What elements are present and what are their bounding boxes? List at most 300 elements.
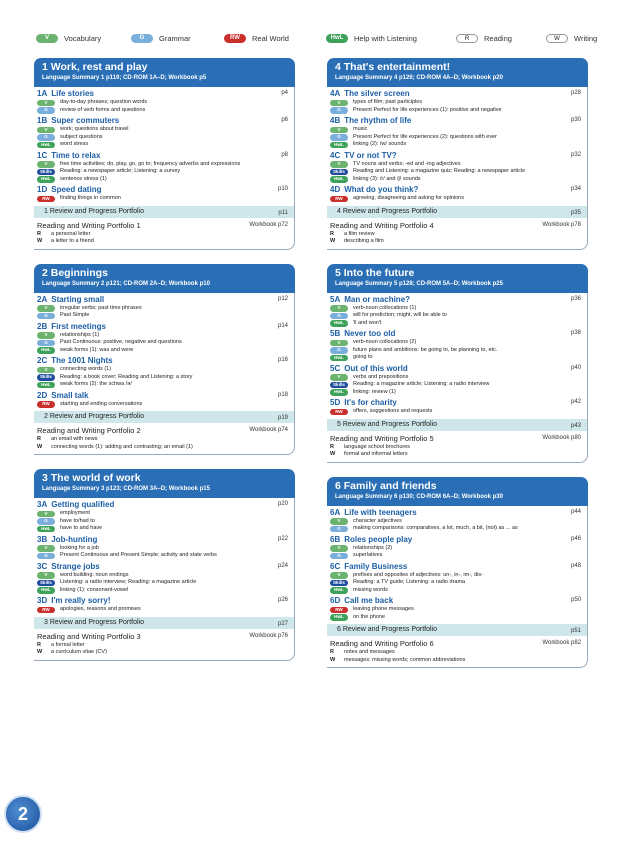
portfolio-title: Reading and Writing Portfolio 3 bbox=[37, 631, 141, 641]
grammar-badge: G bbox=[37, 553, 55, 560]
skills-badge: Skills bbox=[330, 169, 348, 176]
grammar-badge: G bbox=[330, 134, 348, 141]
lesson-line bbox=[330, 347, 583, 355]
lesson-line bbox=[330, 552, 583, 560]
lesson bbox=[327, 364, 587, 399]
lesson-page: p36 bbox=[570, 295, 581, 302]
lesson-title bbox=[37, 151, 290, 161]
lesson-page: p38 bbox=[570, 330, 581, 336]
portfolio bbox=[34, 219, 294, 246]
vocabulary-badge: V bbox=[37, 332, 55, 339]
grammar-badge: G bbox=[37, 134, 55, 141]
lesson-page: p42 bbox=[570, 399, 581, 405]
lesson-title bbox=[37, 562, 290, 572]
unit-header bbox=[327, 58, 588, 87]
help-with-listening-badge: HwL bbox=[37, 142, 55, 149]
grammar-badge: G bbox=[330, 107, 348, 114]
lesson-line bbox=[330, 606, 583, 614]
lesson-line bbox=[37, 339, 290, 347]
portfolio-letter: R bbox=[330, 649, 334, 655]
lesson-title bbox=[37, 295, 290, 305]
lesson-line bbox=[330, 525, 583, 533]
lesson-title bbox=[37, 391, 290, 401]
portfolio bbox=[327, 219, 587, 246]
lesson-line-text: Present Perfect for life experiences (1): positive and negative bbox=[353, 106, 502, 113]
lesson-code: 2B bbox=[37, 321, 48, 331]
lesson-code: 6B bbox=[330, 534, 341, 544]
vocabulary-badge: V bbox=[37, 305, 55, 312]
help-with-listening-badge: HwL bbox=[37, 382, 55, 389]
review-title: 1 Review and Progress Portfolio bbox=[44, 207, 144, 215]
lesson-line bbox=[37, 518, 290, 526]
portfolio-text: describing a film bbox=[344, 238, 384, 244]
grammar-badge: G bbox=[330, 526, 348, 533]
lesson-page: p28 bbox=[570, 90, 581, 96]
review-page: p11 bbox=[278, 209, 288, 216]
lesson-code: 6D bbox=[330, 596, 341, 605]
portfolio-page: Workbook p72 bbox=[249, 221, 288, 228]
unit-header bbox=[34, 469, 295, 498]
lesson-code: 5B bbox=[330, 329, 341, 338]
lesson-name: Starting small bbox=[51, 294, 105, 304]
lesson-line bbox=[37, 552, 290, 560]
portfolio-title: Reading and Writing Portfolio 4 bbox=[330, 220, 434, 230]
lesson-code: 5D bbox=[330, 398, 341, 407]
lesson-name: The 1001 Nights bbox=[51, 356, 113, 365]
vocabulary-badge: V bbox=[330, 340, 348, 347]
lesson-line bbox=[37, 374, 290, 382]
unit-title: 6 Family and friends bbox=[335, 479, 437, 492]
lesson-page: p24 bbox=[277, 562, 288, 569]
lesson-name: Time to relax bbox=[51, 150, 101, 160]
portfolio-page: Workbook p74 bbox=[249, 427, 288, 433]
review-page: p51 bbox=[570, 628, 581, 634]
lesson-line-text: agreeing, disagreeing and asking for opinions bbox=[353, 195, 464, 201]
lesson-line-text: looking for a job bbox=[60, 544, 99, 551]
vocabulary-badge: V bbox=[330, 545, 348, 552]
help-with-listening-badge: HwL bbox=[330, 176, 348, 183]
vocabulary-badge: V bbox=[37, 127, 55, 134]
lesson-code: 6A bbox=[330, 507, 341, 517]
lesson-title bbox=[330, 151, 583, 161]
lesson-line bbox=[330, 389, 583, 397]
portfolio-line bbox=[330, 657, 583, 665]
portfolio-letter: R bbox=[330, 443, 334, 450]
unit-subtitle: Language Summary 3 p123; CD-ROM 3A–D; Workbook p15 bbox=[42, 486, 210, 492]
lesson-line bbox=[330, 354, 583, 362]
lesson-name: TV or not TV? bbox=[344, 150, 397, 160]
legend-badge: RW bbox=[224, 34, 246, 43]
unit-box bbox=[327, 477, 588, 669]
lesson-line-text: linking (3): /r/ and /j/ sounds bbox=[353, 175, 421, 182]
lesson bbox=[34, 391, 294, 411]
lesson bbox=[327, 329, 587, 364]
review-title: 5 Review and Progress Portfolio bbox=[337, 420, 437, 428]
lesson-page: p8 bbox=[281, 151, 288, 158]
page-number: 2 bbox=[4, 795, 42, 833]
vocabulary-badge: V bbox=[330, 305, 348, 312]
lesson-line bbox=[37, 107, 290, 115]
portfolio-title: Reading and Writing Portfolio 1 bbox=[37, 220, 141, 230]
lesson-page: p26 bbox=[277, 597, 288, 603]
review-bar bbox=[34, 617, 294, 629]
lesson-title bbox=[330, 508, 583, 518]
review-title: 3 Review and Progress Portfolio bbox=[44, 618, 144, 626]
lesson-line bbox=[37, 126, 290, 134]
unit-title: 1 Work, rest and play bbox=[42, 61, 148, 73]
lesson bbox=[327, 508, 587, 535]
lesson-line bbox=[37, 99, 290, 107]
vocabulary-badge: V bbox=[37, 161, 55, 168]
lesson bbox=[34, 356, 294, 391]
portfolio-text: a letter to a friend bbox=[51, 238, 94, 244]
lesson-title bbox=[330, 596, 583, 606]
lesson-code: 4B bbox=[330, 116, 341, 125]
portfolio-letter: W bbox=[330, 451, 336, 457]
lesson-name: Out of this world bbox=[344, 363, 408, 373]
lesson-line bbox=[37, 168, 290, 176]
legend-badge: HwL bbox=[326, 34, 348, 43]
unit-body bbox=[34, 87, 295, 250]
lesson-line-text: leaving phone messages bbox=[353, 606, 414, 612]
lesson-line-text: weak forms (2): the schwa /ə/ bbox=[60, 381, 132, 387]
lesson-line-text: verbs and prepositions bbox=[353, 373, 409, 380]
lesson bbox=[34, 89, 294, 116]
lesson-code: 5A bbox=[330, 294, 341, 304]
lesson-line-text: Reading: a newspaper article; Listening: a survey bbox=[60, 168, 181, 174]
unit-body bbox=[327, 293, 588, 463]
lesson-title bbox=[37, 596, 290, 606]
help-with-listening-badge: HwL bbox=[37, 347, 55, 354]
grammar-badge: G bbox=[37, 518, 55, 525]
grammar-badge: G bbox=[330, 553, 348, 560]
unit-title: 4 That's entertainment! bbox=[335, 61, 451, 73]
column-right bbox=[327, 58, 588, 682]
skills-badge: Skills bbox=[37, 169, 55, 176]
portfolio-line bbox=[37, 238, 290, 246]
lesson-page: p16 bbox=[277, 357, 288, 363]
lesson-line bbox=[37, 572, 290, 580]
real-world-badge: RW bbox=[37, 196, 55, 203]
legend-label: Real World bbox=[252, 34, 289, 43]
grammar-badge: G bbox=[37, 313, 55, 320]
lesson-line bbox=[330, 176, 583, 184]
lesson bbox=[327, 151, 587, 186]
lesson-title bbox=[330, 116, 583, 126]
portfolio bbox=[327, 637, 587, 664]
unit-title: 2 Beginnings bbox=[42, 266, 108, 279]
portfolio-page: Workbook p78 bbox=[542, 221, 581, 228]
help-with-listening-badge: HwL bbox=[37, 526, 55, 533]
portfolio-text: messages: missing words; common abbreviations bbox=[344, 656, 466, 663]
lesson-line bbox=[330, 572, 583, 580]
lesson-page: p20 bbox=[277, 501, 288, 507]
lesson-code: 5C bbox=[330, 363, 341, 373]
lesson-line bbox=[37, 141, 290, 149]
portfolio-line bbox=[37, 642, 290, 650]
lesson-title bbox=[330, 295, 583, 305]
lesson-line-text: character adjectives bbox=[353, 517, 402, 524]
lesson-line bbox=[330, 545, 583, 553]
vocabulary-badge: V bbox=[37, 100, 55, 107]
review-page: p43 bbox=[570, 422, 581, 429]
portfolio-letter: R bbox=[330, 230, 334, 237]
lesson-name: Job-hunting bbox=[51, 534, 98, 544]
lesson-line-text: music bbox=[353, 126, 368, 132]
review-bar bbox=[327, 419, 587, 431]
portfolio-letter: W bbox=[37, 649, 43, 655]
help-with-listening-badge: HwL bbox=[330, 614, 348, 621]
portfolio-text: a personal letter bbox=[51, 230, 91, 237]
lesson-line bbox=[37, 401, 290, 409]
lesson-line bbox=[37, 332, 290, 340]
grammar-badge: G bbox=[37, 340, 55, 347]
review-title: 4 Review and Progress Portfolio bbox=[337, 207, 437, 215]
lesson bbox=[34, 185, 294, 205]
lesson-line-text: relationships (1) bbox=[60, 331, 100, 338]
unit-box bbox=[327, 58, 588, 250]
lesson-code: 3A bbox=[37, 500, 48, 509]
lesson-line-text: Past Continuous: positive, negative and questions bbox=[60, 339, 182, 345]
real-world-badge: RW bbox=[330, 409, 348, 416]
lesson-line-text: superlatives bbox=[353, 552, 383, 558]
lesson-line bbox=[330, 305, 583, 313]
vocabulary-badge: V bbox=[37, 545, 55, 552]
legend-item bbox=[546, 34, 597, 43]
lesson-name: I'm really sorry! bbox=[51, 596, 111, 605]
lesson-line-text: day-to-day phrases; question words bbox=[60, 99, 148, 105]
lesson-name: Strange jobs bbox=[51, 561, 100, 571]
portfolio-letter: R bbox=[37, 641, 41, 648]
lesson-code: 4A bbox=[330, 89, 341, 98]
unit-header bbox=[327, 477, 588, 506]
lesson bbox=[327, 185, 587, 205]
lesson-code: 4C bbox=[330, 150, 341, 160]
lesson-line-text: missing words bbox=[353, 586, 388, 593]
vocabulary-badge: V bbox=[330, 100, 348, 107]
lesson bbox=[327, 295, 587, 330]
lesson-code: 1B bbox=[37, 116, 48, 125]
lesson-line bbox=[37, 134, 290, 142]
portfolio-line bbox=[330, 231, 583, 239]
lesson-line bbox=[37, 587, 290, 595]
lesson-line bbox=[37, 312, 290, 320]
lesson-line-text: on the phone bbox=[353, 613, 386, 620]
lesson-line-text: verb-noun collocations (2) bbox=[353, 339, 417, 345]
portfolio-line bbox=[330, 238, 583, 246]
portfolio-text: connecting words (1): adding and contrasting; an email (1) bbox=[51, 443, 193, 450]
legend-label: Grammar bbox=[159, 34, 191, 43]
help-with-listening-badge: HwL bbox=[330, 142, 348, 149]
lesson-line-text: finding things in common bbox=[60, 195, 121, 201]
lesson-name: Roles people play bbox=[344, 534, 413, 544]
lesson-page: p44 bbox=[570, 508, 581, 515]
help-with-listening-badge: HwL bbox=[330, 587, 348, 594]
lesson-line bbox=[330, 374, 583, 382]
unit-box bbox=[34, 264, 295, 456]
lesson-line bbox=[37, 176, 290, 184]
vocabulary-badge: V bbox=[37, 572, 55, 579]
lesson-line-text: word building: noun endings bbox=[60, 571, 129, 578]
portfolio-page: Workbook p82 bbox=[542, 640, 581, 646]
portfolio-line bbox=[37, 444, 290, 452]
lesson-code: 2D bbox=[37, 390, 48, 400]
lesson-line bbox=[330, 381, 583, 389]
lesson-line-text: Past Simple bbox=[60, 312, 90, 318]
lesson-line bbox=[37, 606, 290, 614]
lesson-line bbox=[37, 525, 290, 533]
lesson-page: p50 bbox=[570, 597, 581, 603]
skills-badge: Skills bbox=[37, 374, 55, 381]
lesson-line-text: will for prediction; might, will be able to bbox=[353, 312, 447, 318]
lesson bbox=[34, 151, 294, 186]
lesson-name: Man or machine? bbox=[344, 294, 411, 304]
lesson-line bbox=[37, 305, 290, 313]
lesson-line-text: review of verb forms and questions bbox=[60, 106, 146, 113]
lesson-title bbox=[37, 535, 290, 545]
real-world-badge: RW bbox=[37, 401, 55, 408]
portfolio-letter: R bbox=[37, 436, 41, 442]
legend-item bbox=[224, 34, 289, 43]
lesson-code: 2C bbox=[37, 356, 48, 365]
lesson-name: The rhythm of life bbox=[344, 116, 412, 125]
legend-item bbox=[131, 34, 191, 43]
vocabulary-badge: V bbox=[330, 572, 348, 579]
vocabulary-badge: V bbox=[330, 374, 348, 381]
unit-box bbox=[327, 264, 588, 463]
lesson-line bbox=[37, 347, 290, 355]
portfolio bbox=[327, 432, 587, 459]
lesson-line-text: Present Perfect for life experiences (2): questions with ever bbox=[353, 133, 497, 140]
lesson-line bbox=[330, 168, 583, 176]
lesson-line bbox=[37, 195, 290, 203]
lesson-title bbox=[330, 562, 583, 572]
legend-badge: G bbox=[131, 34, 153, 43]
legend bbox=[36, 34, 596, 48]
lesson-name: The silver screen bbox=[344, 89, 410, 98]
lesson-line bbox=[37, 510, 290, 518]
portfolio-title: Reading and Writing Portfolio 6 bbox=[330, 639, 434, 648]
lesson-line-text: Reading and Listening: a magazine quiz; Reading: a newspaper article bbox=[353, 168, 526, 174]
lesson-code: 3B bbox=[37, 534, 48, 544]
lesson bbox=[34, 596, 294, 616]
lesson-page: p40 bbox=[570, 364, 581, 371]
unit-subtitle: Language Summary 1 p119; CD-ROM 1A–D; Workbook p5 bbox=[42, 75, 207, 81]
unit-header bbox=[34, 264, 295, 293]
help-with-listening-badge: HwL bbox=[37, 587, 55, 594]
legend-label: Reading bbox=[484, 34, 512, 43]
vocabulary-badge: V bbox=[37, 367, 55, 374]
lesson bbox=[327, 116, 587, 151]
lesson-name: Super commuters bbox=[51, 116, 120, 125]
review-bar bbox=[327, 206, 587, 218]
lesson-name: Small talk bbox=[51, 390, 89, 400]
lesson-code: 1C bbox=[37, 150, 48, 160]
real-world-badge: RW bbox=[37, 607, 55, 614]
unit-body bbox=[34, 498, 295, 661]
lesson-line-text: have to and have bbox=[60, 525, 103, 531]
skills-badge: Skills bbox=[330, 382, 348, 389]
lesson-page: p12 bbox=[277, 295, 288, 302]
lesson-line bbox=[330, 408, 583, 416]
help-with-listening-badge: HwL bbox=[330, 320, 348, 327]
real-world-badge: RW bbox=[330, 607, 348, 614]
review-bar bbox=[34, 411, 294, 423]
lesson-line-text: future plans and ambitions: be going to, be planning to, etc. bbox=[353, 346, 498, 353]
lesson-line-text: Reading: a magazine article; Listening: a radio interview bbox=[353, 381, 490, 387]
lesson-line-text: linking: review (1) bbox=[353, 388, 396, 395]
unit-title: 5 Into the future bbox=[335, 266, 415, 279]
lesson-page: p22 bbox=[277, 535, 288, 542]
lesson-line bbox=[330, 587, 583, 595]
legend-badge: W bbox=[546, 34, 568, 43]
lesson-line bbox=[330, 107, 583, 115]
lesson-name: Speed dating bbox=[51, 185, 102, 194]
lesson bbox=[34, 322, 294, 357]
lesson-page: p6 bbox=[281, 117, 288, 123]
lesson-line bbox=[330, 134, 583, 142]
grammar-badge: G bbox=[330, 313, 348, 320]
portfolio-line bbox=[37, 231, 290, 239]
lesson-line-text: Reading: a book cover; Reading and Listening: a story bbox=[60, 373, 193, 380]
lesson-line bbox=[330, 614, 583, 622]
lesson-name: Life stories bbox=[51, 89, 94, 98]
lesson-line-text: word stress bbox=[60, 141, 89, 147]
lesson-line-text: free time activities; do, play, go, go to; frequency adverbs and expressions bbox=[60, 160, 241, 167]
review-title: 2 Review and Progress Portfolio bbox=[44, 413, 144, 420]
portfolio-text: an email with news bbox=[51, 436, 98, 442]
review-page: p19 bbox=[277, 415, 288, 421]
lesson-line-text: connecting words (1) bbox=[60, 366, 112, 372]
review-bar bbox=[327, 624, 587, 636]
lesson bbox=[327, 89, 587, 116]
portfolio-page: Workbook p76 bbox=[249, 632, 288, 639]
lesson-line bbox=[37, 381, 290, 389]
portfolio-letter: W bbox=[330, 656, 336, 663]
portfolio-line bbox=[330, 451, 583, 459]
lesson-line-text: weak forms (1): was and were bbox=[60, 346, 134, 353]
lesson-line-text: sentence stress (1) bbox=[60, 175, 107, 182]
lesson bbox=[327, 535, 587, 562]
lesson-line-text: going to bbox=[353, 354, 373, 360]
portfolio-text: a formal letter bbox=[51, 641, 85, 648]
grammar-badge: G bbox=[330, 347, 348, 354]
lesson-line-text: types of film; past participles bbox=[353, 99, 423, 105]
unit-title: 3 The world of work bbox=[42, 472, 141, 484]
portfolio-title: Reading and Writing Portfolio 2 bbox=[37, 426, 141, 435]
lesson-title bbox=[37, 89, 290, 99]
portfolio bbox=[34, 630, 294, 657]
unit-box bbox=[34, 58, 295, 250]
lesson-line-text: linking (2): /w/ sounds bbox=[353, 141, 407, 147]
lesson-page: p30 bbox=[570, 117, 581, 123]
help-with-listening-badge: HwL bbox=[330, 355, 348, 362]
lesson bbox=[327, 398, 587, 418]
lesson-line-text: work; questions about travel bbox=[60, 126, 129, 132]
lesson-code: 6C bbox=[330, 561, 341, 571]
lesson-page: p18 bbox=[277, 391, 288, 398]
lesson-line-text: relationships (2) bbox=[353, 544, 393, 551]
lesson-title bbox=[37, 185, 290, 195]
unit-header bbox=[34, 58, 295, 87]
portfolio-title: Reading and Writing Portfolio 5 bbox=[330, 433, 434, 443]
grammar-badge: G bbox=[37, 107, 55, 114]
lesson-line bbox=[37, 161, 290, 169]
lesson-line-text: TV nouns and verbs; -ed and -ing adjectives bbox=[353, 160, 461, 167]
lesson bbox=[327, 596, 587, 623]
lesson-line-text: Listening: a radio interview; Reading: a magazine article bbox=[60, 579, 197, 585]
lesson-title bbox=[37, 322, 290, 332]
